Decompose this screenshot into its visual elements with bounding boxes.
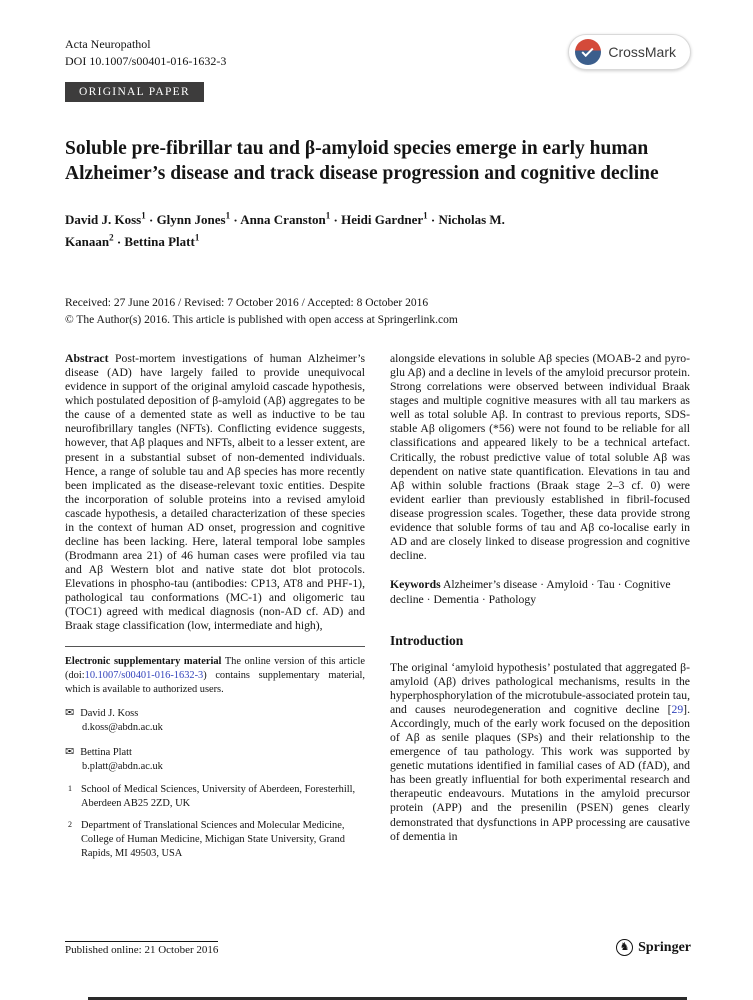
crossmark-label: CrossMark — [608, 44, 676, 60]
journal-block — [65, 36, 226, 70]
keywords-label: Keywords — [390, 577, 441, 591]
intro-text-post: ]. Accordingly, much of the early work focused on the deposition of Aβ as senile plaques (SPs) and their relationship to the emergence of tau pathology. This work was supported by genetic mutations identified in familial cases of AD (fAD), and has been greatly influential for both experimental research and therapeutic endeavours. Mutations in the amyloid precursor protein (APP) and the presenilin (PSEN) genes clearly demonstrated that dysfunctions in APP processing are causative of dementia in — [390, 703, 690, 843]
intro-text-pre: The original ‘amyloid hypothesis’ postulated that aggregated β-amyloid (Aβ) drives pathological mechanisms, results in the hyperphosphorylation of the microtubule-associated protein tau, and causes neurodegeneration and cognitive decline [ — [390, 661, 690, 717]
author-list: David J. Koss$^1$ · Glynn Jones$^1$ · Anna Cranston$^1$ · Heidi Gardner$^1$ · Nicholas M. Kanaan$^2$ · Bettina Platt$^1$ — [65, 210, 505, 250]
published-online: Published online: 21 October 2016 — [65, 941, 218, 956]
journal-name: Acta Neuropathol — [65, 37, 151, 51]
springer-label: Springer — [638, 939, 691, 955]
abstract-col2: alongside elevations in soluble Aβ species (MOAB-2 and pyro-glu Aβ) and a decline in levels of the amyloid precursor protein. Strong correlations were observed between individual Braak stages and multiple cognitive measures with all tau markers as well as total soluble Aβ. In contrast to previous reports, SDS-stable Aβ oligomers (*56) were not found to be reliable for all classifications and appeared likely to be a technical artefact. Critically, the robust predictive value of total soluble Aβ was dependent on native state quantification. Elevations in tau and Aβ within soluble fractions (Braak stage 2–3 cf. 0) were evident earlier than previously established in fibril-focused disease progression scales. Together, these data provide strong evidence that soluble forms of tau and Aβ co-localise early in AD and are closely linked to disease progression and cognitive decline. — [390, 352, 690, 562]
correspondence-email[interactable]: b.platt@abdn.ac.uk — [82, 760, 163, 772]
right-column — [390, 352, 690, 939]
author: Nicholas M. Kanaan$^2$ — [65, 212, 505, 250]
crossmark-badge[interactable] — [568, 34, 691, 70]
envelope-icon: ✉ — [65, 707, 75, 720]
esm-note — [65, 655, 365, 696]
left-column — [65, 352, 365, 939]
author: David J. Koss$^1$ — [65, 210, 146, 228]
crossmark-icon — [575, 39, 601, 65]
keywords-line — [390, 577, 690, 607]
correspondence-name: Bettina Platt — [80, 747, 132, 759]
page-footer — [65, 939, 691, 1000]
abstract-col1-text: Post-mortem investigations of human Alzheimer’s disease (AD) have largely failed to provide unequivocal evidence in support of the original amyloid cascade hypothesis, which postulated deposition of β-amyloid (Aβ) aggregates to be the cause of a demented state as well as inductive to be tau neurofibrillary tangles (NFTs). Conflicting evidence suggests, however, that Aβ plaques and NFTs, albeit to a lesser extent, are present in a substantial subset of non-demented individuals. Hence, a range of soluble tau and Aβ species has more recently been implicated as the disease-relevant toxic entities. Despite the incorporation of soluble proteins into a revised amyloid cascade hypothesis, a detailed characterization of these species in the context of human AD onset, progression and cognitive decline has been lacking. Here, lateral temporal lobe samples (Brodmann area 21) of 46 human cases were profiled via tau and Aβ Western blot and native state dot blot protocols. Elevations in phospho-tau (antibodies: CP13, AT8 and PHF-1), pathological tau conformations (MC-1) and oligomeric tau (TOC1) agreed with medical diagnosis (non-AD cf. AD) and Braak stage classification (low, intermediate and high), — [65, 352, 366, 632]
page-header — [65, 36, 691, 70]
two-column-body — [65, 352, 691, 939]
affiliation-list — [65, 783, 365, 861]
received-line: Received: 27 June 2016 / Revised: 7 October 2016 / Accepted: 8 October 2016 — [65, 296, 429, 309]
author: Glynn Jones$^1$ — [156, 210, 231, 228]
intro-paragraph — [390, 661, 690, 843]
springer-logo — [616, 939, 691, 956]
author: Anna Cranston$^1$ — [240, 210, 331, 228]
correspondence-name: David J. Koss — [80, 708, 139, 720]
author: Heidi Gardner$^1$ — [341, 210, 428, 228]
abstract-label: Abstract — [65, 352, 109, 366]
correspondence-email[interactable]: d.koss@abdn.ac.uk — [82, 722, 163, 734]
article-title: Soluble pre-fibrillar tau and β-amyloid species emerge in early human Alzheimer’s disease and track disease progression and cognitive decline — [65, 138, 659, 185]
copyright-line: © The Author(s) 2016. This article is published with open access at Springerlink.com — [65, 313, 458, 326]
esm-doi-link[interactable]: 10.1007/s00401-016-1632-3 — [84, 669, 204, 681]
correspondence-list — [65, 706, 365, 773]
affiliation: 2 Department of Translational Sciences and Molecular Medicine, College of Human Medicine, Michigan State University, Grand Rapids, MI 49503, USA — [68, 820, 345, 860]
doi-line: DOI 10.1007/s00401-016-1632-3 — [65, 53, 227, 68]
author: Bettina Platt$^1$ — [124, 232, 200, 250]
esm-text-pre: The online version of this article (doi: — [65, 655, 365, 681]
correspondence-entry — [65, 706, 365, 735]
affiliation: 1 School of Medical Sciences, University of Aberdeen, Foresterhill, Aberdeen AB25 2ZD, UK — [68, 783, 356, 809]
check-icon — [582, 45, 594, 57]
keywords-list: Alzheimer’s disease · Amyloid · Tau · Cognitive decline · Dementia · Pathology — [390, 577, 671, 606]
envelope-icon: ✉ — [65, 746, 75, 759]
springer-horse-icon: ♞ — [616, 939, 633, 956]
esm-text-post: ) contains supplementary material, which is available to authorized users. — [65, 669, 365, 695]
abstract-col1 — [65, 352, 365, 633]
footnote-block — [65, 646, 365, 861]
article-type-badge: ORIGINAL PAPER — [65, 82, 204, 102]
section-heading-introduction: Introduction — [390, 633, 464, 649]
citation-link-29[interactable]: 29 — [671, 703, 684, 717]
esm-label: Electronic supplementary material — [65, 655, 222, 667]
correspondence-entry — [65, 745, 365, 774]
history-block — [65, 295, 691, 328]
